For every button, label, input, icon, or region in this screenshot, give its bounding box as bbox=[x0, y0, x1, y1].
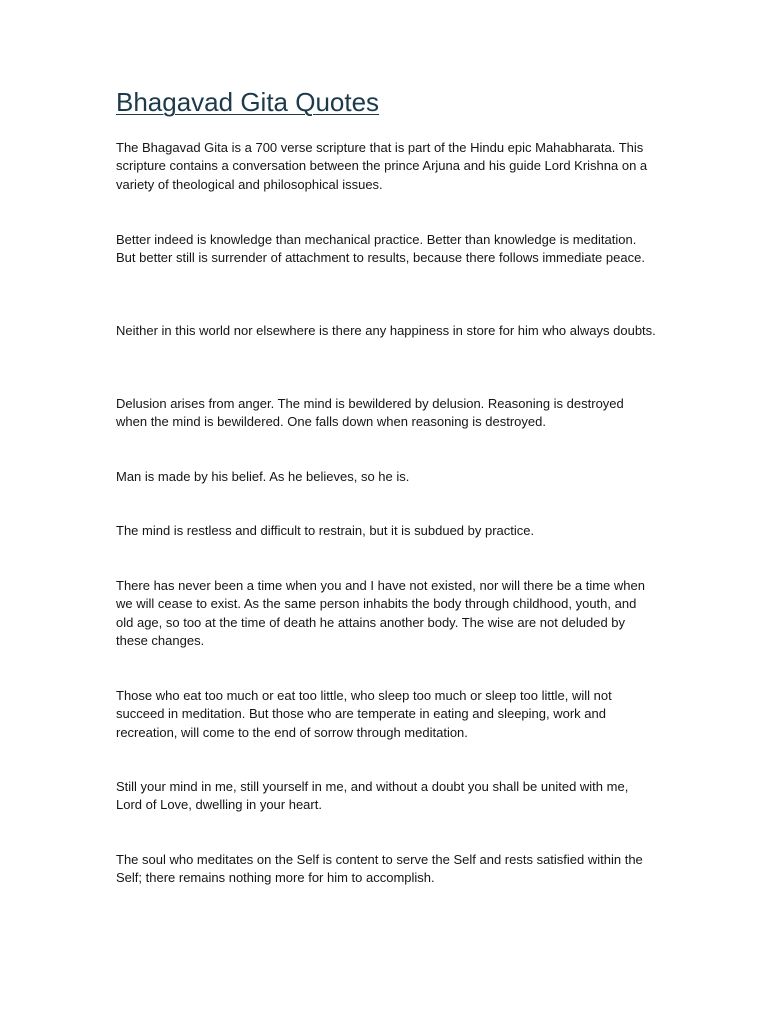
quote-paragraph: Neither in this world nor elsewhere is there any happiness in store for him who always doubts. bbox=[116, 323, 656, 338]
quote-paragraph: Better indeed is knowledge than mechanical practice. Better than knowledge is meditation. But better still is surrender of attachment to results, because there follows immediate peace. bbox=[116, 232, 645, 266]
quote-paragraph: Those who eat too much or eat too little, who sleep too much or sleep too little, will not succeed in meditation. But those who are temperate in eating and sleeping, work and recreation, will come to the end of sorrow through meditation. bbox=[116, 688, 612, 740]
quote-paragraph: Still your mind in me, still yourself in me, and without a doubt you shall be united with me, Lord of Love, dwelling in your heart. bbox=[116, 779, 629, 813]
quote-paragraph: The soul who meditates on the Self is content to serve the Self and rests satisfied within the Self; there remains nothing more for him to accomplish. bbox=[116, 852, 643, 886]
page-title: Bhagavad Gita Quotes bbox=[116, 87, 380, 117]
quote-paragraph: There has never been a time when you and I have not existed, nor will there be a time when we will cease to exist. As the same person inhabits the body through childhood, youth, and old age, so too at the time of death he attains another body. The wise are not deluded by these changes. bbox=[116, 578, 645, 648]
intro-paragraph: The Bhagavad Gita is a 700 verse scripture that is part of the Hindu epic Mahabharata. This scripture contains a conversation between the prince Arjuna and his guide Lord Krishna on a variety of theological and philosophical issues. bbox=[116, 140, 648, 192]
quote-paragraph: Delusion arises from anger. The mind is bewildered by delusion. Reasoning is destroyed when the mind is bewildered. One falls down when reasoning is destroyed. bbox=[116, 396, 624, 430]
quote-paragraph: The mind is restless and difficult to restrain, but it is subdued by practice. bbox=[116, 523, 535, 538]
quote-paragraph: Man is made by his belief. As he believes, so he is. bbox=[116, 469, 410, 484]
